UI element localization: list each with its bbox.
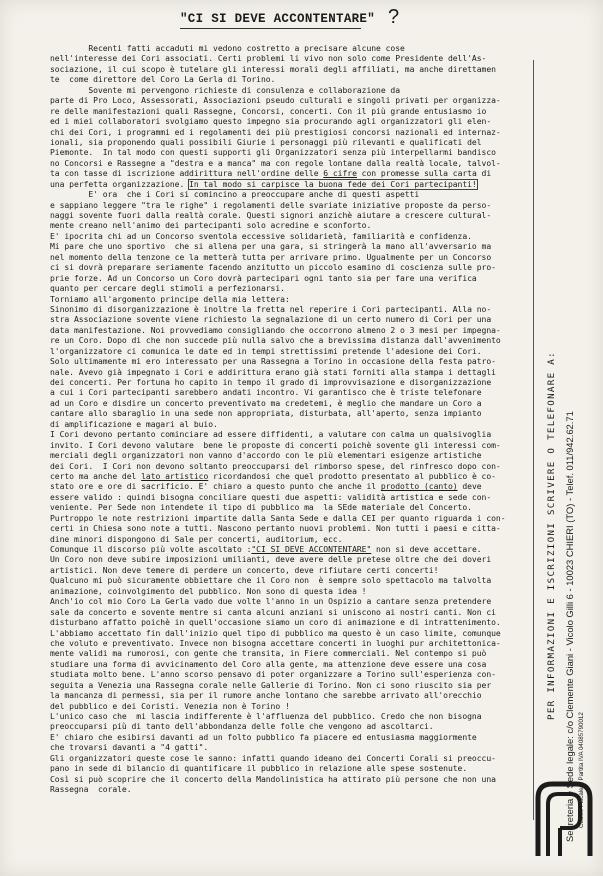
text-line: mente creano nell'animo dei partecipanti solo acredine e sconforto.	[50, 221, 372, 231]
text-line: studiata molto bene. L'anno scorso pensavo di poter organizzare a Torino sull'esperienza con-	[50, 670, 496, 680]
text-line: Mi pare che uno sportivo che si allena per una gara, si stringerà la mano all'avversario ma	[50, 242, 492, 252]
text-line: Anch'io col mio Coro La Gerla vado due volte l'anno in un Ospizio a cantare senza pretendere	[50, 597, 492, 607]
text-line: Un Coro non deve subire imposizioni umilianti, deve avere delle pretese oltre che dei doveri	[50, 555, 492, 565]
text-line: stra Associazione sovente viene richiesto la segnalazione di un certo numero di Cori per una	[50, 315, 492, 325]
text-line: Solo ultimamente mi ero interessato per una Rassegna a Torino in occasione della festa patro-	[50, 357, 496, 367]
text-line: dine minori dispongono di Sale per concerti, auditorium, ecc.	[50, 534, 343, 544]
text-line: I Cori devono pertanto cominciare ad essere diffidenti, a valutare con calma un qualsivoglia	[50, 430, 492, 440]
text-line: Gli organizzatori queste cose le sanno: infatti quando ideano dei Concerti Corali si preoccu-	[50, 753, 496, 763]
title-underline	[180, 28, 361, 29]
text-line: disturbano affatto poichè in quell'occasione siamo un coro di animazione e di intrattenimento.	[50, 618, 501, 628]
text-line: dei Cori. I Cori non devono soltanto preoccuparsi del rimborso spese, del rinfresco dopo con-	[50, 461, 501, 471]
text-line: sale da concerto e sovente mentre si canta alcuni anziani si uniscono ai nostri canti. Non ci	[50, 607, 496, 617]
text-line: una perfetta organizzazione. In tal modo si carpisce la buona fede dei Cori partecipanti!	[50, 179, 477, 189]
text-line: animazione, coinvolgimento del pubblico. Non sono di questa idea !	[50, 586, 367, 596]
text-line: Recenti fatti accaduti mi vedono costretto a precisare alcune cose	[50, 44, 405, 53]
handwritten-question-mark: ?	[388, 6, 400, 28]
text-line: Così si può scoprire che il concerto della Mandolinistica ha attirato più persone che non una	[50, 774, 496, 784]
title-block	[180, 6, 440, 32]
text-line: nel momento della tenzone ce la metterà tutta per arrivare primo. Ugualmente per un Concorso	[50, 252, 492, 262]
text-line: che voluto e preventivato. Invece non bisogna accettare concerti in luoghi pur architettonica-	[50, 638, 501, 648]
text-line: Rassegna corale.	[50, 785, 132, 795]
underlined-phrase: prodotto (canto)	[380, 482, 458, 492]
text-line: te come direttore del Coro La Gerla di Torino.	[50, 75, 276, 85]
text-line: re un Coro. Dopo di che non succede più nulla salvo che a brevissima distanza dall'avvenimento	[50, 336, 501, 346]
text-line: l'organizzatore ci comunica le date ed in tempi strettissimi pretende l'adesione dei Cori.	[50, 346, 482, 356]
text-line: preoccuparsi più di tanto dell'abbondanza delle folle che vengono ad ascoltarci.	[50, 722, 434, 732]
text-line: data manifestazione. Noi provvediamo consigliando che occorrono almeno 2 o 3 mesi per impegna-	[50, 325, 501, 335]
text-line: a cui i Cori partecipanti sarebbero andati incontro. Vi garantisco che è triste telefonare	[50, 388, 482, 398]
text-line: nell'interesse dei Cori associati. Certi problemi li vivo non solo come Presidente dell'As-	[50, 54, 487, 64]
text-line: Sovente mi pervengono richieste di consulenza e collaborazione da	[50, 85, 401, 95]
text-line: certi in Chiesa sono note a tutti. Nascono pertanto nuovi problemi. Non tutti i paesi e citta-	[50, 524, 501, 534]
text-line: naggi sovente fuori dalla realtà corale. Questi signori anzichè aiutare a crescere cultural-	[50, 211, 492, 220]
text-line: chi dei Cori, i programmi ed i regolamenti dei più prestigiosi concorsi nazionali ed internaz-	[50, 127, 501, 137]
text-line: veniente. Per Sede non intendete il tipo di pubblico ma la SEde materiale del Concerto.	[50, 503, 472, 513]
text-line: Purtroppo le note restrizioni impartite dalla Santa Sede e dalla CEI per quanto riguarda i con-	[50, 513, 506, 523]
text-line: L'abbiamo accettato fin dall'inizio quel tipo di pubblico ma questo è un caso limite, comunque	[50, 628, 501, 638]
text-line: essere valido : quindi bisogna conciliare questi due aspetti: validità artistica e sede con-	[50, 492, 492, 502]
boxed-phrase: In tal modo si carpisce la buona fede dei Cori partecipanti!	[189, 179, 477, 189]
text-line: sociazione, il cui scopo è tutelare gli interessi morali degli affiliati, ma anche direttamen	[50, 64, 496, 74]
text-line: certo ma anche del lato artistico ricordandosi che quel prodotto presentato al pubblico è co-	[50, 471, 496, 481]
text-line: re delle manifestazioni quali Rassegne, Concorsi, concerti. Con il più grande entusiasmo io	[50, 106, 487, 116]
text-line: ta con tasse di iscrizione addirittura nell'ordine delle 6 cifre con promesse sulla carta di	[50, 169, 492, 179]
text-line: la mancanza di permessi, sia per il rumore anche lontano che sarebbe arrivato all'orecchio	[50, 691, 482, 701]
text-line: ad un Coro e disdire un concerto preventivato ma credetemi, è meglio che mandare un Coro a	[50, 398, 482, 408]
text-line: mente validi ma rumorosi, con gente che transita, in Fiere commerciali. Nel contempo si può	[50, 649, 487, 659]
text-line: ci si dovrà preparare seriamente facendo anzitutto un piccolo esamino di coscienza sulle pro-	[50, 263, 496, 273]
text-line: pano in sede di bilancio di quantificare il pubblico in relazione alle spese sostenute.	[50, 764, 468, 774]
sidebar-info-text: PER INFORMAZIONI E ISCRIZIONI SCRIVERE O TELEFONARE A:	[546, 351, 557, 720]
text-line: E' ora che i Cori si comincino a preoccupare anche di questi aspetti	[50, 190, 420, 200]
text-line: cantare allo sbaraglio in una sede non appropriata, disturbata, all'aperto, senza impianto	[50, 409, 482, 419]
text-line: che trovarsi davanti a "4 gatti".	[50, 743, 209, 753]
underlined-phrase: 6 cifre	[323, 169, 357, 179]
text-line: nale. Avevo già impegnato i Cori e addirittura erano già stati forniti alla stampa i dettagli	[50, 367, 496, 377]
sidebar-fiscal-text: Codice Fiscale e Partita IVA 04085790012	[578, 712, 585, 828]
sidebar-address-text: Segreteria e Sede legale: c/o Clemente Giani - Vicolo Gilli 6 - 10023 CHIERI (TO) - Telef. 011/942.62.71	[564, 411, 575, 842]
text-line: del pubblico e dei Coristi. Venezia non è Torino !	[50, 701, 290, 711]
text-line: parte di Pro Loco, Assessorati, Associazioni pseudo culturali e singoli privati per organizza-	[50, 96, 501, 106]
text-line: Torniamo all'argomento principe della mia lettera:	[50, 294, 290, 304]
text-line: di amplificazione e magari al buio.	[50, 419, 218, 429]
text-line: quanto per cercare degli stimoli a perfezionarsi.	[50, 284, 285, 294]
text-line: Comunque il discorso più volte ascoltato :"CI SI DEVE ACCONTENTARE" non si deve accettare.	[50, 545, 482, 554]
text-line: Qualcuno mi può sicuramente obbiettare che il Coro non è sempre solo spettacolo ma talvolta	[50, 576, 492, 586]
page-title: "CI SI DEVE ACCONTENTARE"	[180, 12, 376, 26]
text-line: no Concorsi e Rassegne a "destra e a manca" ma con regole lontane dalla realtà locale, talvol-	[50, 158, 501, 168]
text-line: studiare una forma di avvicinamento del Coro alla gente, ma attenzione deve essere una cosa	[50, 659, 487, 669]
text-line: ed i miei collaboratori svolgiamo questo impegno sia procurando agli organizzatori gli elen-	[50, 117, 492, 127]
text-line: prie forze. Ad un Concorso un Coro dovrà partecipari ogni tanto sia per fare una verifica	[50, 273, 477, 283]
text-line: Piemonte. In tal modo con questi supporti gli Organizzatori senza più interpellarmi bandisco	[50, 148, 496, 158]
underlined-phrase: "CI SI DEVE ACCONTENTARE"	[251, 545, 372, 554]
text-line: E' ipocrita chi ad un Concorso sventola eccessive solidarietà, familiarità e confidenza.	[50, 231, 472, 241]
letter-body	[50, 44, 520, 796]
text-line: L'unico caso che mi lascia indifferente è l'affluenza del pubblico. Credo che non bisogna	[50, 712, 482, 721]
text-line: e sappiano leggere "tra le righe" i regolamenti delle svariate iniziative proposte da perso-	[50, 200, 492, 210]
text-line: stato ore e ore di sacrificio. E' chiaro a questo punto che anche il prodotto (canto) deve	[50, 482, 482, 492]
text-line: E' chiaro che esibirsi davanti ad un folto pubblico fa piacere ed entusiasma maggiormente	[50, 732, 477, 742]
sidebar-divider	[533, 60, 534, 820]
association-logo	[530, 778, 598, 860]
text-line: ionali, sia proponendo quali possibili Giurie i personaggi più rilevanti e qualificati del	[50, 137, 482, 147]
text-line: merciali degli organizzatori non vanno d'accordo con le più elementari esigenze artistiche	[50, 451, 482, 461]
text-line: Sinonimo di disorganizzazione è inoltre la fretta nel reperire i Cori partecipanti. Alla no-	[50, 304, 492, 314]
text-line: artistici. Non deve temere di perdere un concerto, deve rifiutare certi concerti!	[50, 565, 439, 575]
text-line: seguita a Venezia una Rassegna corale nelle Gallerie di Torino. Non ci sono riuscito sia per	[50, 680, 492, 690]
text-line: invito. I Cori devono valutare bene le proposte di concerti poichè sovente gli interessi com-	[50, 440, 501, 450]
text-line: dei concerti. Per fortuna ho capito in tempo il grado di improvvisazione e disorganizzazione	[50, 378, 492, 387]
underlined-phrase: lato artistico	[141, 471, 209, 481]
